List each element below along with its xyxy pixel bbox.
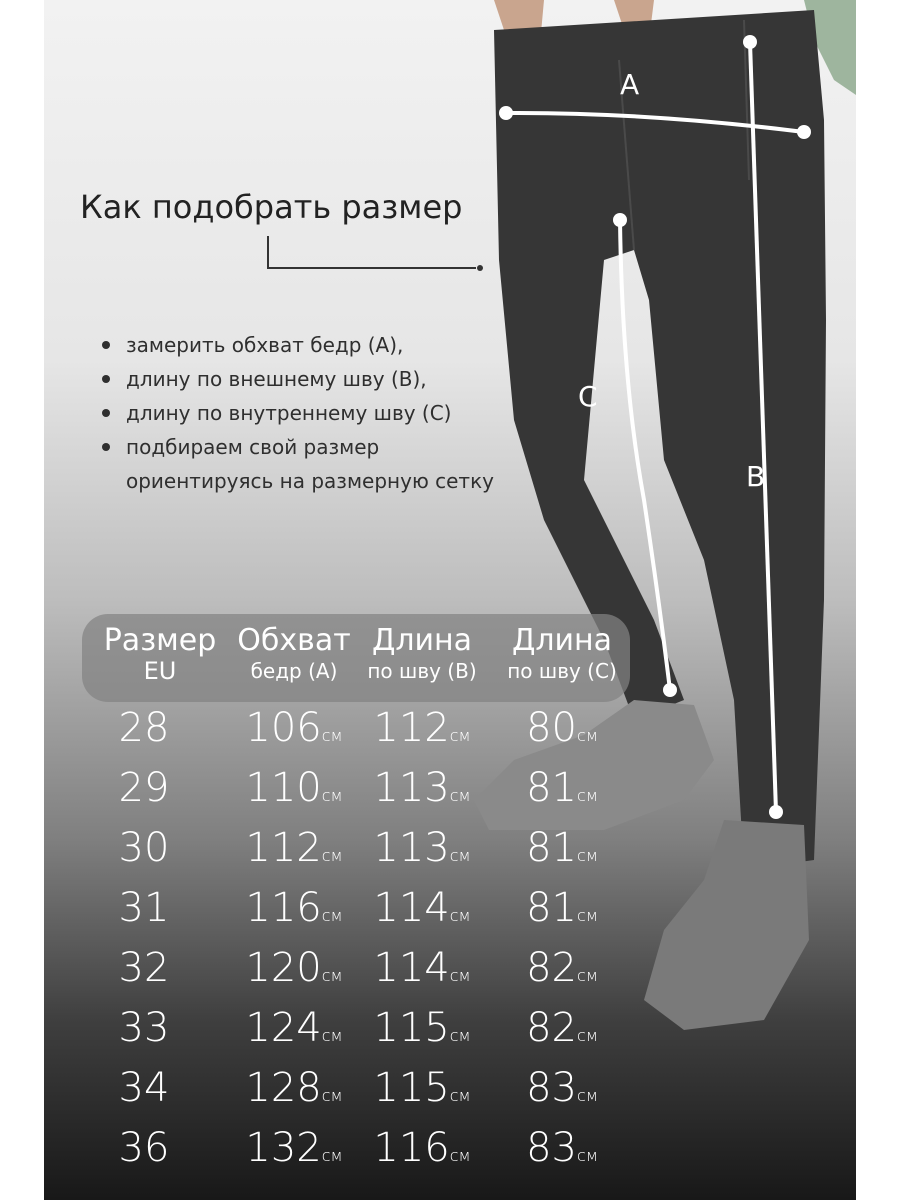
size-value (74, 940, 214, 996)
header-outer-seam: Длина по шву (В) (367, 623, 477, 683)
measure-value (360, 940, 484, 1004)
cell-number: 31 (118, 885, 170, 931)
cell-number: 83 (526, 1125, 578, 1171)
size-value (74, 880, 214, 936)
cell-unit: см (449, 966, 471, 985)
cell-number: 113 (373, 825, 450, 871)
size-value (74, 1060, 214, 1116)
cell-number: 81 (526, 885, 578, 931)
cell-unit: см (321, 1086, 343, 1105)
cell-unit: см (449, 726, 471, 745)
cell-number: 132 (245, 1125, 322, 1171)
measure-value (230, 700, 358, 764)
cell-unit: см (577, 846, 598, 865)
header-size: Размер EU (103, 623, 217, 685)
measure-value (230, 880, 358, 944)
cell-unit: см (321, 906, 343, 925)
measure-value (500, 700, 624, 764)
cell-number: 120 (245, 945, 322, 991)
cell-number: 106 (245, 705, 322, 751)
header-hip-girth: Обхват бедр (А) (237, 623, 351, 683)
cell-number: 114 (373, 945, 450, 991)
cell-number: 113 (373, 765, 450, 811)
size-guide-canvas (44, 0, 856, 1200)
cell-number: 30 (118, 825, 170, 871)
measure-value (360, 820, 484, 884)
cell-unit: см (577, 1026, 598, 1045)
instruction-item: длину по внешнему шву (В), (102, 362, 494, 396)
size-value (74, 700, 214, 756)
measure-value (360, 700, 484, 764)
cell-number: 116 (245, 885, 322, 931)
cell-number: 81 (526, 825, 578, 871)
measure-value (230, 820, 358, 884)
measure-value (230, 940, 358, 1004)
cell-number: 115 (373, 1065, 450, 1111)
cell-unit: см (321, 726, 343, 745)
measure-value (230, 1060, 358, 1124)
cell-unit: см (577, 1086, 598, 1105)
cell-unit: см (577, 726, 598, 745)
cell-number: 82 (526, 945, 578, 991)
cell-unit: см (577, 1146, 598, 1165)
cell-number: 112 (373, 705, 450, 751)
measure-value (500, 1060, 624, 1124)
size-row (44, 700, 644, 756)
measure-value (500, 880, 624, 944)
label-b: B (746, 460, 766, 493)
cell-number: 110 (245, 765, 322, 811)
cell-unit: см (321, 1026, 343, 1045)
cell-unit: см (449, 1026, 471, 1045)
cell-number: 128 (245, 1065, 322, 1111)
page-title: Как подобрать размер (80, 188, 463, 226)
measure-value (360, 1060, 484, 1124)
cell-number: 28 (118, 705, 170, 751)
measure-value (500, 1120, 624, 1184)
measure-value (500, 760, 624, 824)
cell-unit: см (577, 786, 598, 805)
size-row (44, 1060, 644, 1116)
measure-value (360, 1120, 484, 1184)
size-value (74, 1120, 214, 1176)
cell-unit: см (449, 1146, 471, 1165)
measure-value (360, 880, 484, 944)
cell-number: 33 (118, 1005, 170, 1051)
cell-unit: см (449, 906, 471, 925)
measure-value (230, 1000, 358, 1064)
cell-number: 34 (118, 1065, 170, 1111)
instruction-item: длину по внутреннему шву (С) (102, 396, 494, 430)
size-row (44, 940, 644, 996)
cell-number: 112 (245, 825, 322, 871)
cell-number: 29 (118, 765, 170, 811)
cell-unit: см (577, 966, 598, 985)
cell-unit: см (321, 846, 343, 865)
size-value (74, 760, 214, 816)
header-inner-seam: Длина по шву (С) (507, 623, 617, 683)
measure-value (500, 940, 624, 1004)
cell-number: 114 (373, 885, 450, 931)
measure-value (230, 1120, 358, 1184)
instruction-item: замерить обхват бедр (А), (102, 328, 494, 362)
measure-value (500, 1000, 624, 1064)
cell-number: 115 (373, 1005, 450, 1051)
cell-number: 124 (245, 1005, 322, 1051)
measure-value (230, 760, 358, 824)
instructions-list (102, 328, 494, 498)
instruction-item: подбираем свой размер ориентируясь на размерную сетку (102, 430, 494, 498)
size-value (74, 1000, 214, 1056)
cell-unit: см (449, 786, 471, 805)
size-row (44, 1120, 644, 1176)
label-c: C (578, 380, 598, 413)
cell-unit: см (577, 906, 598, 925)
size-row (44, 760, 644, 816)
cell-number: 83 (526, 1065, 578, 1111)
cell-unit: см (321, 966, 343, 985)
cell-number: 80 (526, 705, 578, 751)
cell-number: 81 (526, 765, 578, 811)
measure-value (360, 1000, 484, 1064)
label-a: A (620, 68, 640, 101)
size-row (44, 1000, 644, 1056)
cell-number: 36 (118, 1125, 170, 1171)
cell-number: 116 (373, 1125, 450, 1171)
cell-unit: см (321, 1146, 343, 1165)
cell-number: 82 (526, 1005, 578, 1051)
cell-unit: см (321, 786, 343, 805)
cell-number: 32 (118, 945, 170, 991)
size-value (74, 820, 214, 876)
cell-unit: см (449, 1086, 471, 1105)
cell-unit: см (449, 846, 471, 865)
size-row (44, 820, 644, 876)
size-row (44, 880, 644, 936)
measure-value (500, 820, 624, 884)
measure-value (360, 760, 484, 824)
